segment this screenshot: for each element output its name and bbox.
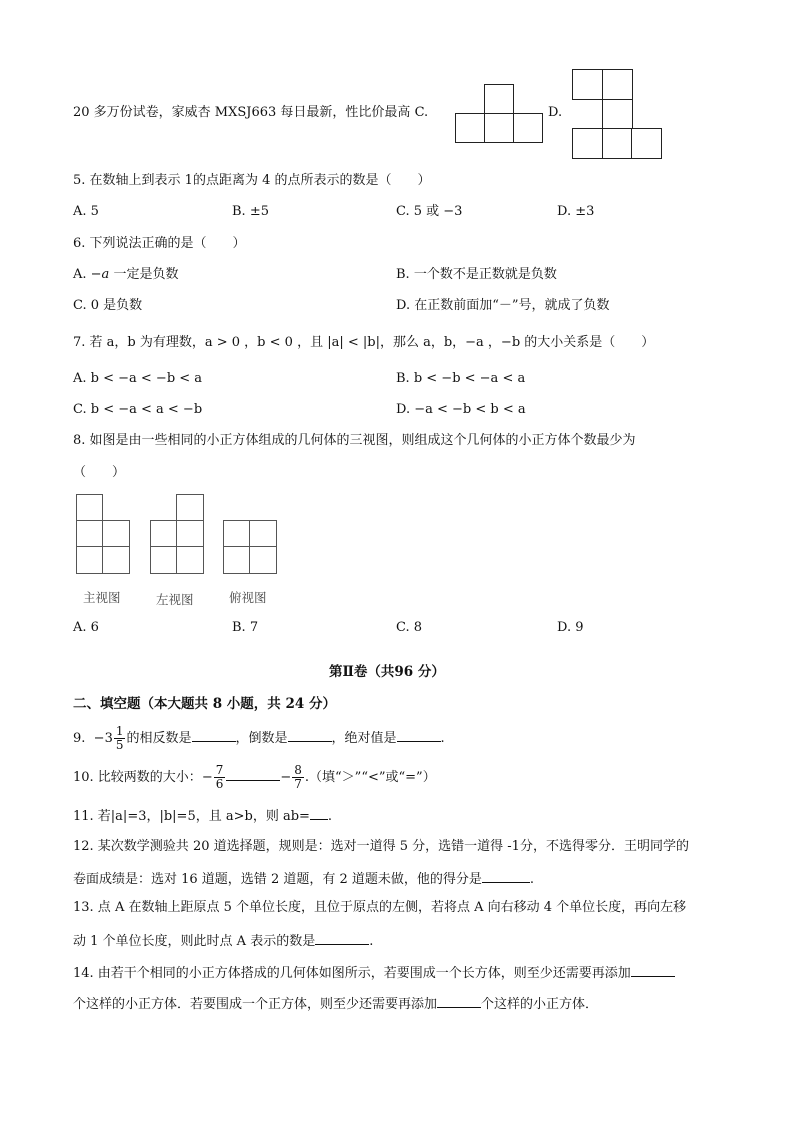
q4-tail-text: 20 多万份试卷，家威杏 MXSJ663 每日最新，性比价最高 C. (73, 105, 429, 120)
q7-option-c: C. b < −a < a < −b (73, 402, 203, 417)
q9-end: . (440, 731, 445, 746)
q14-line2-text-a: 个这样的小正方体．若要围成一个正方体，则至少还需要再添加 (73, 997, 438, 1012)
q4-option-c-figure (455, 84, 543, 144)
q7-option-b: B. b < −b < −a < a (396, 371, 526, 386)
q6-option-c: C. 0 是负数 (73, 298, 143, 313)
q8-top-view (223, 520, 277, 574)
q13-line1: 13. 点 A 在数轴上距原点 5 个单位长度，且位于原点的左侧，若将点 A 向右移动 4 个单位长度，再向左移 (73, 900, 687, 915)
q8-left-view-label: 左视图 (156, 592, 194, 607)
q14-blank-cuboid[interactable] (631, 963, 675, 977)
figure-cell (150, 520, 177, 547)
figure-cell (484, 84, 514, 114)
q9-text-3: ，绝对值是 (331, 731, 397, 746)
figure-cell (602, 128, 633, 159)
q9-blank-reciprocal[interactable] (288, 728, 332, 742)
q8-top-view-label: 俯视图 (229, 590, 267, 605)
q14-line2-text-b: 个这样的小正方体． (481, 997, 599, 1012)
q10-frac2-sign: − (280, 770, 292, 785)
q10-frac1-sign: − (201, 770, 213, 785)
q9-fraction-denominator: 5 (115, 738, 124, 752)
q11-blank[interactable] (310, 806, 328, 820)
q10 (73, 762, 436, 794)
figure-cell (602, 99, 633, 130)
q12-line1: 12. 某次数学测验共 20 道选择题，规则是：选对一道得 5 分，选错一道得 -1分，不选得零分．王明同学的 (73, 839, 689, 854)
q6-option-a-prefix: A. (73, 267, 91, 282)
q7-stem: 7. 若 a，b 为有理数，a > 0 ，b < 0 ，且 |a| < |b|，那么 a，b，−a ，−b 的大小关系是（ ） (73, 335, 655, 350)
q6-option-d: D. 在正数前面加“－”号，就成了负数 (396, 298, 610, 313)
figure-cell (455, 113, 485, 143)
figure-cell (513, 113, 543, 143)
q11-end: . (327, 809, 333, 824)
figure-cell (631, 128, 662, 159)
figure-cell (223, 546, 250, 574)
q10-text: 10. 比较两数的大小： (73, 770, 202, 785)
q13-blank[interactable] (315, 931, 369, 945)
q5-option-d: D. ±3 (557, 204, 595, 219)
q8-left-view (150, 494, 204, 574)
figure-cell (102, 546, 130, 574)
q14-line1 (73, 963, 675, 983)
q12-end: . (529, 872, 535, 887)
q13-line2-text: 动 1 个单位长度，则此时点 A 表示的数是 (73, 934, 316, 949)
q10-fraction-1 (214, 764, 226, 791)
q9 (73, 724, 445, 754)
q6-option-b: B. 一个数不是正数就是负数 (396, 267, 557, 282)
q9-blank-absolute[interactable] (397, 728, 441, 742)
q5-stem: 5. 在数轴上到表示 1的点距离为 4 的点所表示的数是（ ） (73, 173, 431, 188)
figure-cell (150, 546, 177, 574)
q9-text-1: 的相反数是 (126, 731, 192, 746)
q5-option-c: C. 5 或 −3 (396, 204, 463, 219)
figure-cell (572, 69, 603, 100)
q7-option-d: D. −a < −b < b < a (396, 402, 526, 417)
q8-front-view-label: 主视图 (83, 590, 121, 605)
q8-option-b: B. 7 (232, 620, 259, 635)
section-2-heading: 二、填空题（本大题共 8 小题，共 24 分） (73, 696, 336, 712)
q9-text-2: ，倒数是 (235, 731, 288, 746)
q10-fraction-1-numerator: 7 (215, 763, 224, 777)
q11 (73, 806, 332, 826)
figure-cell (76, 494, 103, 521)
q12-line2 (73, 869, 534, 889)
q5-option-a: A. 5 (73, 204, 99, 219)
q4-option-d-figure (572, 69, 662, 159)
q14-line1-text: 14. 由若干个相同的小正方体搭成的几何体如图所示，若要围成一个长方体，则至少还需要再添加 (73, 966, 631, 981)
figure-cell (76, 520, 103, 547)
q10-tail: .（填“＞”“<”或“=”） (304, 770, 436, 785)
q8-stem-line2: （ ） (73, 465, 126, 480)
q10-fraction-2-denominator: 7 (294, 777, 302, 791)
figure-cell (176, 520, 204, 547)
figure-cell (602, 69, 633, 100)
q14-blank-cube[interactable] (437, 994, 481, 1008)
figure-cell (572, 128, 603, 159)
q6-stem: 6. 下列说法正确的是（ ） (73, 236, 246, 251)
q9-fraction (114, 725, 126, 752)
q8-stem-line1: 8. 如图是由一些相同的小正方体组成的几何体的三视图，则组成这个几何体的小正方体个数最少为 (73, 433, 636, 448)
q13-line2 (73, 931, 373, 951)
figure-cell (484, 113, 514, 143)
q10-fraction-2 (292, 764, 304, 791)
section-2-title: 第Ⅱ卷（共96 分） (329, 664, 445, 680)
q11-text: 11. 若|a|=3，|b|=5，且 a>b，则 ab= (73, 809, 310, 824)
q8-front-view (76, 494, 130, 574)
figure-cell (223, 520, 250, 547)
q6-option-a-text: 一定是负数 (109, 267, 179, 282)
figure-cell (102, 520, 130, 547)
figure-cell (249, 520, 277, 547)
q4-option-d-label: D. (548, 105, 563, 120)
q9-number: 9. (73, 731, 86, 746)
q7-option-a: A. b < −a < −b < a (73, 371, 203, 386)
figure-cell (249, 546, 277, 574)
q6-option-a (73, 266, 178, 284)
q9-blank-opposite[interactable] (192, 728, 236, 742)
q8-option-a: A. 6 (73, 620, 99, 635)
q8-option-c: C. 8 (396, 620, 423, 635)
q8-option-d: D. 9 (557, 620, 584, 635)
q10-fraction-1-denominator: 6 (215, 777, 224, 791)
q12-line2-text: 卷面成绩是：选对 16 道题，选错 2 道题，有 2 道题未做，他的得分是 (73, 872, 482, 887)
figure-cell (176, 494, 204, 521)
q13-end: . (369, 934, 374, 949)
q6-option-a-math: −a (90, 267, 110, 282)
q9-fraction-numerator: 1 (115, 724, 124, 738)
q10-fraction-2-numerator: 8 (294, 763, 302, 777)
figure-cell (76, 546, 103, 574)
q9-sign: −3 (93, 731, 113, 746)
q12-blank[interactable] (482, 869, 530, 883)
q10-blank-compare[interactable] (226, 767, 280, 781)
q5-option-b: B. ±5 (232, 204, 269, 219)
figure-cell (176, 546, 204, 574)
q14-line2 (73, 994, 598, 1014)
